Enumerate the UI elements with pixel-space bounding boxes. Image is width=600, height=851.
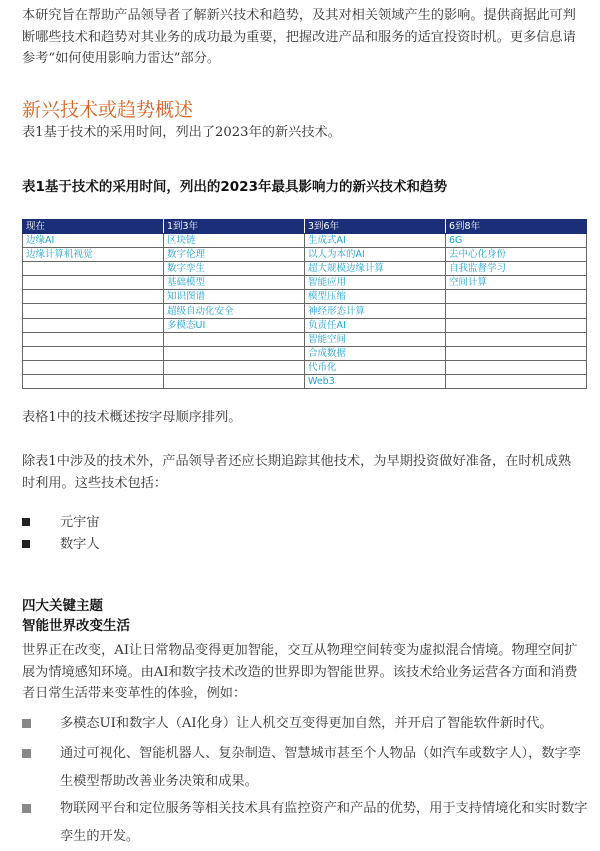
header-3-6-years: 3到6年 [305,220,446,234]
list-item-text: 多模态UI和数字人（AI化身）让人机交互变得更加自然，并开启了智能软件新时代。 [60,716,553,731]
header-1-3-years: 1到3年 [164,220,305,234]
table-cell: 6G [446,234,587,248]
table-cell: 合成数据 [305,346,446,360]
table-cell [23,304,164,318]
table-row [23,360,587,374]
table-cell: 去中心化身份 [446,248,587,262]
table-row [23,304,587,318]
list-item-text: 元宇宙 [60,515,100,530]
table-cell: 超级自动化安全 [164,304,305,318]
table-cell: Web3 [305,374,446,388]
square-bullet-icon [22,512,38,534]
table-row [23,234,587,248]
table-cell [23,332,164,346]
section-intro: 表1基于技术的采用时间，列出了2023年的新兴技术。 [22,125,341,140]
table-cell: 自我监督学习 [446,262,587,276]
table-cell: 负责任AI [305,318,446,332]
table-caption: 表1基于技术的采用时间，列出的2023年最具影响力的新兴技术和趋势 [22,179,447,195]
table-cell: 生成式AI [305,234,446,248]
table-cell [446,360,587,374]
emerging-tech-table [22,219,587,389]
table-cell [23,318,164,332]
table-cell: 知识图谱 [164,290,305,304]
list-item-text: 物联网平台和定位服务等相关技术具有监控资产和产品的优势，用于支持情境化和实时数字孪生的开发。 [60,801,588,844]
table-cell: 多模态UI [164,318,305,332]
list-item-text: 通过可视化、智能机器人、复杂制造、智慧城市甚至个人物品（如汽车或数字人），数字孪生模型帮助改善业务决策和成果。 [60,746,581,789]
table-header-row [23,220,587,234]
table-cell: 数字伦理 [164,248,305,262]
table-row [23,262,587,276]
theme1-body: 世界正在改变，AI让日常物品变得更加智能，交互从物理空间转变为虚拟混合情境。物理空间扩展为情境感知环境。由AI和数字技术改造的世界即为智能世界。该技术给业务运营各方面和消费者日常生活带来变革性的体验，例如： [22,643,578,701]
square-bullet-icon [22,740,38,769]
table-cell: 模型压缩 [305,290,446,304]
square-bullet-icon [22,534,38,556]
square-bullet-icon [22,713,38,736]
table-cell: 区块链 [164,234,305,248]
other-tech-intro: 除表1中涉及的技术外，产品领导者还应长期追踪其他技术，为早期投资做好准备，在时机成熟时利用。这些技术包括： [22,454,572,491]
table-cell: 代币化 [305,360,446,374]
table-row [23,248,587,262]
list-item-text: 数字人 [60,537,100,552]
table-row [23,374,587,388]
table-cell: 边缘计算机视觉 [23,248,164,262]
table-cell: 空间计算 [446,276,587,290]
table-cell [446,318,587,332]
table-cell [23,290,164,304]
table-cell: 数字孪生 [164,262,305,276]
table-row [23,346,587,360]
table-cell [446,332,587,346]
table-row [23,318,587,332]
table-body [23,234,587,389]
table-cell [164,374,305,388]
table-cell: 神经形态计算 [305,304,446,318]
header-6-8-years: 6到8年 [446,220,587,234]
table-cell [23,374,164,388]
table-cell [446,290,587,304]
table-cell [23,360,164,374]
section-title: 新兴技术或趋势概述 [22,99,194,121]
table-cell [446,304,587,318]
square-bullet-icon [22,795,38,824]
table-cell [446,346,587,360]
table-cell: 以人为本的AI [305,248,446,262]
table-row [23,332,587,346]
table-cell: 边缘AI [23,234,164,248]
intro-paragraph: 本研究旨在帮助产品领导者了解新兴技术和趋势，及其对相关领域产生的影响。提供商据此可判断哪些技术和趋势对其业务的成功最为重要，把握改进产品和服务的适宜投资时机。更多信息请参考“如何使用影响力雷达”部分。 [22,8,576,66]
table-cell [446,374,587,388]
table-cell [23,346,164,360]
table-row [23,290,587,304]
table-note: 表格1中的技术概述按字母顺序排列。 [22,410,242,425]
header-now: 现在 [23,220,164,234]
table-row [23,276,587,290]
table-cell: 智能空间 [305,332,446,346]
theme1-title: 智能世界改变生活 [22,618,130,634]
table-cell: 基础模型 [164,276,305,290]
table-cell: 智能应用 [305,276,446,290]
table-cell [23,276,164,290]
table-cell: 超大规模边缘计算 [305,262,446,276]
table-cell [164,332,305,346]
themes-title: 四大关键主题 [22,598,103,614]
table-cell [164,346,305,360]
table-cell [164,360,305,374]
table-cell [23,262,164,276]
